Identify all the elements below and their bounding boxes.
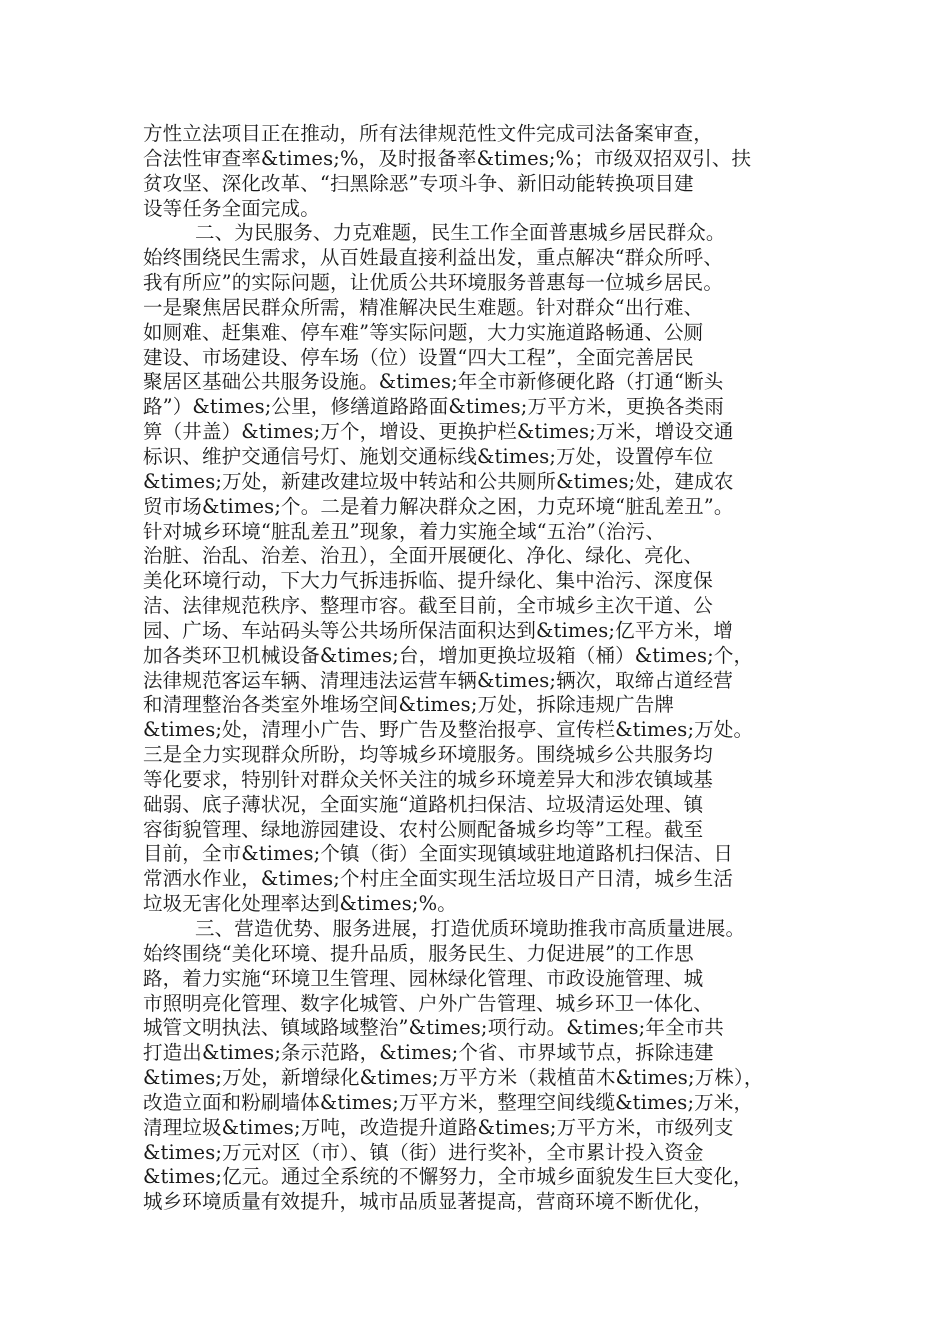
text-line: 治脏、治乱、治差、治丑），全面开展硬化、净化、绿化、亮化、 (143, 544, 704, 568)
text-line: 城管文明执法、镇域路域整治”&times;项行动。&times;年全市共 (143, 1016, 724, 1040)
text-line: 法律规范客运车辆、清理违法运营车辆&times;辆次，取缔占道经营 (143, 668, 733, 692)
paragraph-heading-2: 二、为民服务、力克难题，民生工作全面普惠城乡居民群众。 (195, 221, 726, 245)
text-line: 美化环境行动，下大力气拆违拆临、提升绿化、集中治污、深度保 (143, 569, 713, 593)
text-line: 建设、市场建设、停车场（位）设置“四大工程”，全面完善居民 (143, 345, 694, 369)
text-line: 垃圾无害化处理率达到&times;%。 (143, 892, 457, 916)
text-line: 聚居区基础公共服务设施。&times;年全市新修硬化路（打通“断头 (143, 370, 724, 394)
text-line: 目前，全市&times;个镇（街）全面实现镇域驻地道路机扫保洁、日 (143, 842, 733, 866)
text-line: 方性立法项目正在推动，所有法律规范性文件完成司法备案审查， (143, 122, 713, 145)
text-line: 路”）&times;公里，修缮道路路面&times;万平方米，更换各类雨 (143, 395, 724, 419)
text-line: 三是全力实现群众所盼，均等城乡环境服务。围绕城乡公共服务均 (143, 743, 713, 767)
text-line: &times;处，清理小广告、野广告及整治报亭、宣传栏&times;万处。 (143, 718, 754, 742)
text-line: 箅（井盖）&times;万个，增设、更换护栏&times;万米，增设交通 (143, 420, 734, 444)
text-line: 清理垃圾&times;万吨，改造提升道路&times;万平方米，市级列支 (143, 1115, 734, 1139)
text-line: &times;万处，新增绿化&times;万平方米（栽植苗木&times;万株）， (143, 1066, 764, 1090)
text-line: 针对城乡环境“脏乱差丑”现象，着力实施全域“五治”（治污、 (143, 519, 665, 543)
text-line: 改造立面和粉刷墙体&times;万平方米，整理空间线缆&times;万米， (143, 1090, 754, 1114)
text-line: 设等任务全面完成。 (143, 196, 320, 220)
text-line: 一是聚焦居民群众所需，精准解决民生难题。针对群众“出行难、 (143, 295, 704, 319)
text-line: 加各类环卫机械设备&times;台，增加更换垃圾箱（桶）&times;个， (143, 643, 754, 667)
text-line: 路，着力实施“环境卫生管理、园林绿化管理、市政设施管理、城 (143, 966, 704, 990)
text-line: 合法性审查率&times;%，及时报备率&times;%；市级双招双引、扶 (143, 146, 752, 170)
text-line: 洁、法律规范秩序、整理市容。截至目前，全市城乡主次干道、公 (143, 594, 713, 618)
text-line: 始终围绕“美化环境、提升品质，服务民生、力促进展”的工作思 (143, 941, 694, 965)
text-line: 城乡环境质量有效提升，城市品质显著提高，营商环境不断优化， (143, 1190, 713, 1214)
text-line: 容街貌管理、绿地游园建设、农村公厕配备城乡均等”工程。截至 (143, 817, 704, 841)
text-line: 等化要求，特别针对群众关怀关注的城乡环境差异大和涉农镇域基 (143, 767, 713, 791)
body-text (143, 122, 833, 1215)
paragraph-heading-3: 三、营造优势、服务进展，打造优质环境助推我市高质量进展。 (195, 917, 746, 940)
text-line: 和清理整治各类室外堆场空间&times;万处，拆除违规广告牌 (143, 693, 675, 717)
text-line: 如厕难、赶集难、停车难”等实际问题，大力实施道路畅通、公厕 (143, 320, 704, 344)
text-line: &times;亿元。通过全系统的不懈努力，全市城乡面貌发生巨大变化， (143, 1165, 753, 1189)
text-line: 园、广场、车站码头等公共场所保洁面积达到&times;亿平方米，增 (143, 618, 733, 642)
text-line: 始终围绕民生需求，从百姓最直接利益出发，重点解决“群众所呼、 (143, 246, 723, 270)
text-line: 贸市场&times;个。二是着力解决群众之困，力克环境“脏乱差丑”。 (143, 494, 734, 518)
text-line: 贫攻坚、深化改革、“扫黑除恶”专项斗争、新旧动能转换项目建 (143, 171, 694, 195)
text-line: 础弱、底子薄状况，全面实施“道路机扫保洁、垃圾清运处理、镇 (143, 792, 704, 816)
text-line: 打造出&times;条示范路，&times;个省、市界域节点，拆除违建 (143, 1041, 714, 1065)
text-line: 标识、维护交通信号灯、施划交通标线&times;万处，设置停车位 (143, 444, 714, 468)
text-line: &times;万处，新建改建垃圾中转站和公共厕所&times;处，建成农 (143, 469, 734, 493)
text-line: 常洒水作业，&times;个村庄全面实现生活垃圾日产日清，城乡生活 (143, 867, 733, 891)
text-line: 市照明亮化管理、数字化城管、户外广告管理、城乡环卫一体化、 (143, 991, 713, 1015)
text-line: &times;万元对区（市）、镇（街）进行奖补，全市累计投入资金 (143, 1140, 704, 1164)
text-line: 我有所应”的实际问题，让优质公共环境服务普惠每一位城乡居民。 (143, 271, 723, 295)
